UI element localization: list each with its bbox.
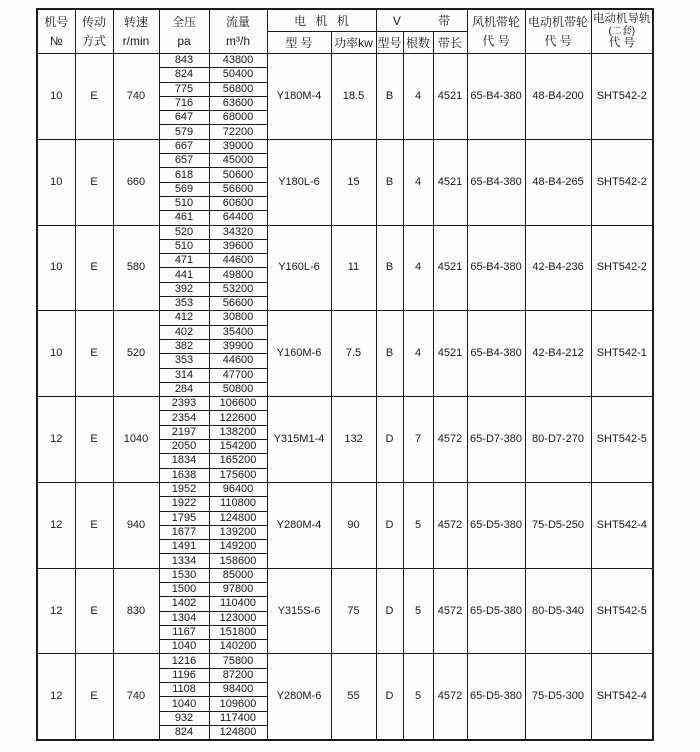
cell-flow: 64400 xyxy=(209,211,267,225)
cell-motor-model: Y160L-6 xyxy=(267,225,331,311)
cell-flow: 117400 xyxy=(209,711,267,725)
cell-pressure: 1677 xyxy=(159,525,209,539)
cell-flow: 109600 xyxy=(209,697,267,711)
cell-motor-model: Y315S-6 xyxy=(267,568,331,654)
header-motor-pulley-line1: 电动机带轮 xyxy=(528,14,589,29)
cell-pressure: 1196 xyxy=(159,668,209,682)
cell-pressure: 775 xyxy=(159,82,209,96)
cell-speed: 580 xyxy=(113,225,159,311)
cell-pressure: 314 xyxy=(159,368,209,382)
cell-flow: 154200 xyxy=(209,440,267,454)
cell-flow: 50800 xyxy=(209,382,267,396)
cell-rail-code: SHT542-2 xyxy=(591,54,653,140)
cell-pressure: 716 xyxy=(159,96,209,110)
cell-pressure: 1795 xyxy=(159,511,209,525)
header-pressure-line2: pa xyxy=(177,33,191,48)
cell-flow: 149200 xyxy=(209,540,267,554)
cell-pressure: 1040 xyxy=(159,697,209,711)
header-drive-mode-line2: 方式 xyxy=(81,33,106,48)
cell-machine-no: 12 xyxy=(37,397,75,483)
cell-flow: 56800 xyxy=(209,82,267,96)
cell-flow: 44600 xyxy=(209,354,267,368)
header-machine-no xyxy=(37,9,75,54)
cell-rail-code: SHT542-1 xyxy=(591,311,653,397)
cell-rail-code: SHT542-5 xyxy=(591,568,653,654)
cell-pressure: 441 xyxy=(159,268,209,282)
cell-flow: 63600 xyxy=(209,96,267,110)
cell-flow: 49800 xyxy=(209,268,267,282)
cell-motor-power: 132 xyxy=(331,397,376,483)
cell-belt-length: 4572 xyxy=(433,654,467,740)
cell-flow: 56600 xyxy=(209,182,267,196)
cell-flow: 98400 xyxy=(209,683,267,697)
cell-flow: 85000 xyxy=(209,568,267,582)
cell-flow: 158600 xyxy=(209,554,267,568)
header-motor-power: 功率kw xyxy=(331,32,376,54)
cell-pressure: 1952 xyxy=(159,482,209,496)
cell-pressure: 932 xyxy=(159,711,209,725)
cell-machine-no: 10 xyxy=(37,225,75,311)
cell-rail-code: SHT542-2 xyxy=(591,139,653,225)
cell-pressure: 2393 xyxy=(159,397,209,411)
cell-pressure: 667 xyxy=(159,139,209,153)
cell-flow: 39000 xyxy=(209,139,267,153)
cell-machine-no: 10 xyxy=(37,139,75,225)
cell-pressure: 1491 xyxy=(159,540,209,554)
cell-motor-model: Y280M-6 xyxy=(267,654,331,740)
cell-pressure: 657 xyxy=(159,154,209,168)
cell-flow: 47700 xyxy=(209,368,267,382)
header-fan-pulley-line2: 代 号 xyxy=(482,33,510,48)
cell-rail-code: SHT542-4 xyxy=(591,654,653,740)
cell-motor-power: 75 xyxy=(331,568,376,654)
cell-motor-power: 18.5 xyxy=(331,54,376,140)
header-row-1 xyxy=(37,9,653,32)
cell-pressure: 1108 xyxy=(159,683,209,697)
cell-pressure: 1334 xyxy=(159,554,209,568)
cell-speed: 520 xyxy=(113,311,159,397)
cell-pressure: 402 xyxy=(159,325,209,339)
cell-pressure: 510 xyxy=(159,196,209,210)
cell-belt-length: 4521 xyxy=(433,54,467,140)
cell-flow: 39900 xyxy=(209,339,267,353)
cell-speed: 1040 xyxy=(113,397,159,483)
cell-motor-pulley: 75-D5-250 xyxy=(525,482,591,568)
cell-motor-pulley: 48-B4-200 xyxy=(525,54,591,140)
header-vbelt-group: V 带 xyxy=(376,9,467,32)
table-header xyxy=(37,9,653,54)
cell-machine-no: 10 xyxy=(37,311,75,397)
cell-fan-pulley: 65-D7-380 xyxy=(467,397,525,483)
header-motor-rail xyxy=(591,9,653,54)
cell-belt-length: 4521 xyxy=(433,311,467,397)
cell-flow: 50400 xyxy=(209,68,267,82)
cell-flow: 39600 xyxy=(209,239,267,253)
cell-rail-code: SHT542-4 xyxy=(591,482,653,568)
cell-motor-model: Y160M-6 xyxy=(267,311,331,397)
cell-belt-length: 4572 xyxy=(433,397,467,483)
cell-flow: 43800 xyxy=(209,54,267,68)
cell-flow: 124800 xyxy=(209,511,267,525)
cell-fan-pulley: 65-D5-380 xyxy=(467,482,525,568)
header-motor-model: 型 号 xyxy=(267,32,331,54)
cell-flow: 110800 xyxy=(209,497,267,511)
header-machine-no-line2: № xyxy=(49,33,63,48)
cell-drive-mode: E xyxy=(75,311,113,397)
table-row xyxy=(37,139,653,153)
cell-rail-code: SHT542-2 xyxy=(591,225,653,311)
cell-flow: 50600 xyxy=(209,168,267,182)
cell-pressure: 392 xyxy=(159,282,209,296)
cell-pressure: 1638 xyxy=(159,468,209,482)
cell-pressure: 471 xyxy=(159,254,209,268)
header-motor-rail-line1: 电动机导轨 xyxy=(593,13,651,25)
header-flow xyxy=(209,9,267,54)
cell-drive-mode: E xyxy=(75,225,113,311)
cell-flow: 124800 xyxy=(209,725,267,740)
cell-pressure: 382 xyxy=(159,339,209,353)
cell-belt-type: B xyxy=(376,311,403,397)
cell-pressure: 353 xyxy=(159,354,209,368)
table-row xyxy=(37,225,653,239)
cell-flow: 151800 xyxy=(209,625,267,639)
cell-pressure: 520 xyxy=(159,225,209,239)
header-motor-pulley-line2: 代 号 xyxy=(544,33,572,48)
cell-pressure: 843 xyxy=(159,54,209,68)
cell-speed: 940 xyxy=(113,482,159,568)
header-motor-rail-line3: 代 号 xyxy=(608,37,635,49)
cell-motor-pulley: 80-D5-340 xyxy=(525,568,591,654)
cell-machine-no: 12 xyxy=(37,482,75,568)
cell-pressure: 647 xyxy=(159,111,209,125)
cell-belt-count: 5 xyxy=(403,482,433,568)
header-flow-line2: m³/h xyxy=(226,33,250,48)
cell-pressure: 1040 xyxy=(159,640,209,654)
cell-drive-mode: E xyxy=(75,397,113,483)
cell-pressure: 824 xyxy=(159,725,209,740)
cell-pressure: 2050 xyxy=(159,440,209,454)
cell-flow: 97800 xyxy=(209,582,267,596)
cell-flow: 122600 xyxy=(209,411,267,425)
cell-pressure: 461 xyxy=(159,211,209,225)
cell-flow: 30800 xyxy=(209,311,267,325)
cell-pressure: 569 xyxy=(159,182,209,196)
cell-fan-pulley: 65-B4-380 xyxy=(467,139,525,225)
cell-flow: 34320 xyxy=(209,225,267,239)
header-drive-mode xyxy=(75,9,113,54)
header-motor-pulley xyxy=(525,9,591,54)
cell-pressure: 824 xyxy=(159,68,209,82)
cell-belt-count: 5 xyxy=(403,568,433,654)
cell-flow: 87200 xyxy=(209,668,267,682)
header-flow-line1: 流量 xyxy=(225,14,250,29)
cell-motor-model: Y315M1-4 xyxy=(267,397,331,483)
header-motor-group: 电 机 机 xyxy=(267,9,376,32)
cell-pressure: 618 xyxy=(159,168,209,182)
cell-pressure: 1304 xyxy=(159,611,209,625)
cell-belt-type: D xyxy=(376,654,403,740)
cell-flow: 53200 xyxy=(209,282,267,296)
cell-motor-pulley: 75-D5-300 xyxy=(525,654,591,740)
cell-flow: 45000 xyxy=(209,154,267,168)
header-fan-pulley xyxy=(467,9,525,54)
header-motor-rail-line2: (二套) xyxy=(608,26,636,37)
cell-belt-count: 4 xyxy=(403,311,433,397)
cell-pressure: 1402 xyxy=(159,597,209,611)
cell-pressure: 353 xyxy=(159,297,209,311)
cell-machine-no: 10 xyxy=(37,54,75,140)
header-pressure xyxy=(159,9,209,54)
cell-flow: 35400 xyxy=(209,325,267,339)
cell-pressure: 1922 xyxy=(159,497,209,511)
cell-flow: 60600 xyxy=(209,196,267,210)
cell-fan-pulley: 65-B4-380 xyxy=(467,225,525,311)
cell-flow: 140200 xyxy=(209,640,267,654)
cell-belt-type: B xyxy=(376,225,403,311)
cell-rail-code: SHT542-5 xyxy=(591,397,653,483)
cell-drive-mode: E xyxy=(75,482,113,568)
cell-pressure: 2197 xyxy=(159,425,209,439)
cell-flow: 138200 xyxy=(209,425,267,439)
cell-flow: 56600 xyxy=(209,297,267,311)
cell-pressure: 284 xyxy=(159,382,209,396)
cell-machine-no: 12 xyxy=(37,568,75,654)
cell-drive-mode: E xyxy=(75,654,113,740)
cell-motor-pulley: 80-D7-270 xyxy=(525,397,591,483)
header-speed xyxy=(113,9,159,54)
cell-motor-pulley: 42-B4-212 xyxy=(525,311,591,397)
cell-flow: 96400 xyxy=(209,482,267,496)
cell-flow: 110400 xyxy=(209,597,267,611)
cell-flow: 72200 xyxy=(209,125,267,139)
header-drive-mode-line1: 传动 xyxy=(81,14,106,29)
cell-fan-pulley: 65-D5-380 xyxy=(467,654,525,740)
header-vbelt-count: 根数 xyxy=(403,32,433,54)
cell-drive-mode: E xyxy=(75,568,113,654)
cell-motor-model: Y180M-4 xyxy=(267,54,331,140)
table-row xyxy=(37,568,653,582)
cell-flow: 139200 xyxy=(209,525,267,539)
cell-belt-length: 4572 xyxy=(433,568,467,654)
cell-motor-power: 55 xyxy=(331,654,376,740)
cell-speed: 830 xyxy=(113,568,159,654)
cell-flow: 123000 xyxy=(209,611,267,625)
cell-pressure: 1216 xyxy=(159,654,209,668)
header-speed-line2: r/min xyxy=(122,33,150,48)
cell-speed: 660 xyxy=(113,139,159,225)
cell-flow: 44600 xyxy=(209,254,267,268)
cell-pressure: 1500 xyxy=(159,582,209,596)
cell-pressure: 1530 xyxy=(159,568,209,582)
cell-flow: 75800 xyxy=(209,654,267,668)
cell-pressure: 412 xyxy=(159,311,209,325)
cell-belt-count: 5 xyxy=(403,654,433,740)
cell-flow: 165200 xyxy=(209,454,267,468)
cell-belt-type: B xyxy=(376,54,403,140)
cell-belt-type: D xyxy=(376,568,403,654)
cell-pressure: 510 xyxy=(159,239,209,253)
table-row xyxy=(37,54,653,68)
table-row xyxy=(37,311,653,325)
cell-pressure: 1834 xyxy=(159,454,209,468)
cell-belt-count: 4 xyxy=(403,139,433,225)
cell-fan-pulley: 65-B4-380 xyxy=(467,54,525,140)
cell-motor-power: 7.5 xyxy=(331,311,376,397)
cell-fan-pulley: 65-D5-380 xyxy=(467,568,525,654)
cell-motor-power: 90 xyxy=(331,482,376,568)
header-vbelt-length: 带长 xyxy=(433,32,467,54)
cell-motor-power: 15 xyxy=(331,139,376,225)
cell-flow: 106600 xyxy=(209,397,267,411)
cell-pressure: 1167 xyxy=(159,625,209,639)
cell-pressure: 579 xyxy=(159,125,209,139)
cell-motor-pulley: 48-B4-265 xyxy=(525,139,591,225)
cell-motor-power: 11 xyxy=(331,225,376,311)
cell-belt-count: 4 xyxy=(403,54,433,140)
fan-spec-table xyxy=(36,8,654,741)
header-machine-no-line1: 机号 xyxy=(44,14,69,29)
cell-belt-count: 4 xyxy=(403,225,433,311)
cell-motor-model: Y180L-6 xyxy=(267,139,331,225)
cell-speed: 740 xyxy=(113,54,159,140)
table-row xyxy=(37,482,653,496)
cell-belt-length: 4521 xyxy=(433,139,467,225)
header-speed-line1: 转速 xyxy=(123,14,148,29)
cell-belt-length: 4572 xyxy=(433,482,467,568)
header-pressure-line1: 全压 xyxy=(171,14,196,29)
cell-belt-type: D xyxy=(376,397,403,483)
cell-motor-model: Y280M-4 xyxy=(267,482,331,568)
cell-flow: 175600 xyxy=(209,468,267,482)
table-row xyxy=(37,654,653,668)
cell-machine-no: 12 xyxy=(37,654,75,740)
cell-motor-pulley: 42-B4-236 xyxy=(525,225,591,311)
cell-drive-mode: E xyxy=(75,139,113,225)
header-fan-pulley-line1: 风机带轮 xyxy=(472,14,521,29)
header-vbelt-model: 型号 xyxy=(376,32,403,54)
cell-belt-type: B xyxy=(376,139,403,225)
cell-flow: 68000 xyxy=(209,111,267,125)
table-row xyxy=(37,397,653,411)
cell-fan-pulley: 65-B4-380 xyxy=(467,311,525,397)
cell-belt-type: D xyxy=(376,482,403,568)
cell-belt-count: 7 xyxy=(403,397,433,483)
cell-belt-length: 4521 xyxy=(433,225,467,311)
cell-speed: 740 xyxy=(113,654,159,740)
table-body xyxy=(37,54,653,741)
cell-drive-mode: E xyxy=(75,54,113,140)
cell-pressure: 2354 xyxy=(159,411,209,425)
